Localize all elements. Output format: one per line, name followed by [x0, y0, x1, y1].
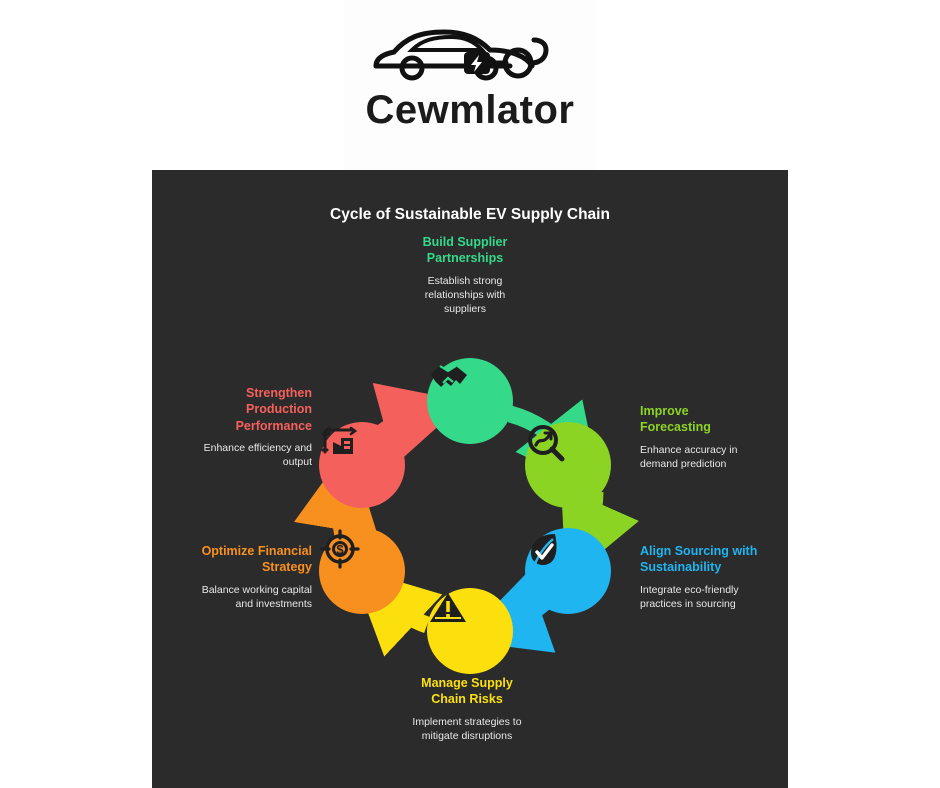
label-title-line: Sustainability — [640, 560, 722, 575]
label-title-line: Chain Risks — [431, 692, 503, 707]
cycle-node-optimize-financial-strategy[interactable] — [319, 528, 405, 614]
ev-car-charging-plug-icon — [360, 16, 580, 88]
label-desc-line: relationships with — [424, 288, 506, 301]
cycle-label-build-supplier-partnerships — [390, 234, 540, 316]
label-title-line: Partnerships — [426, 251, 504, 266]
page-title: Cycle of Sustainable EV Supply Chain — [330, 206, 610, 223]
diagram-panel — [152, 170, 788, 788]
label-title-line: Optimize Financial — [201, 544, 312, 558]
label-desc-line: Implement strategies to — [412, 715, 522, 728]
brand-logo-band — [344, 0, 596, 170]
label-title-line: Production — [246, 402, 312, 417]
label-desc-line: practices in sourcing — [640, 597, 736, 610]
cycle-label-strengthen-production-performance — [162, 385, 312, 469]
cycle-node-manage-supply-chain-risks[interactable] — [427, 588, 513, 674]
label-title-line: Strengthen — [246, 386, 312, 400]
cycle-label-align-sourcing-with-sustainability — [640, 543, 790, 611]
cycle-node-strengthen-production-performance[interactable] — [319, 422, 405, 508]
label-desc-line: Enhance accuracy in — [640, 443, 738, 456]
label-desc-line: Integrate eco-friendly — [640, 583, 739, 596]
svg-text:$: $ — [336, 542, 344, 557]
brand-name: Cewmlator — [365, 88, 575, 132]
cycle-diagram — [152, 170, 788, 788]
label-desc-line: output — [282, 455, 312, 468]
label-desc-line: Balance working capital — [201, 583, 312, 596]
label-title-line: Align Sourcing with — [640, 544, 758, 558]
cycle-node-align-sourcing-with-sustainability[interactable] — [525, 528, 611, 614]
label-title-line: Performance — [235, 418, 312, 433]
cycle-label-improve-forecasting — [640, 403, 790, 471]
label-desc-line: mitigate disruptions — [421, 729, 513, 742]
label-title-line: Manage Supply — [421, 676, 513, 690]
label-desc-line: suppliers — [443, 302, 487, 315]
label-title-line: Improve — [640, 404, 689, 418]
label-desc-line: Establish strong — [427, 274, 503, 287]
label-title-line: Forecasting — [640, 420, 711, 435]
cycle-node-build-supplier-partnerships[interactable] — [427, 358, 513, 444]
label-desc-line: demand prediction — [640, 457, 727, 470]
label-title-line: Strategy — [261, 560, 312, 575]
cycle-node-improve-forecasting[interactable] — [525, 422, 611, 508]
cycle-label-manage-supply-chain-risks — [392, 675, 542, 743]
label-desc-line: and investments — [235, 597, 312, 610]
cycle-label-optimize-financial-strategy — [162, 543, 312, 611]
label-desc-line: Enhance efficiency and — [203, 441, 312, 454]
label-title-line: Build Supplier — [422, 235, 508, 249]
